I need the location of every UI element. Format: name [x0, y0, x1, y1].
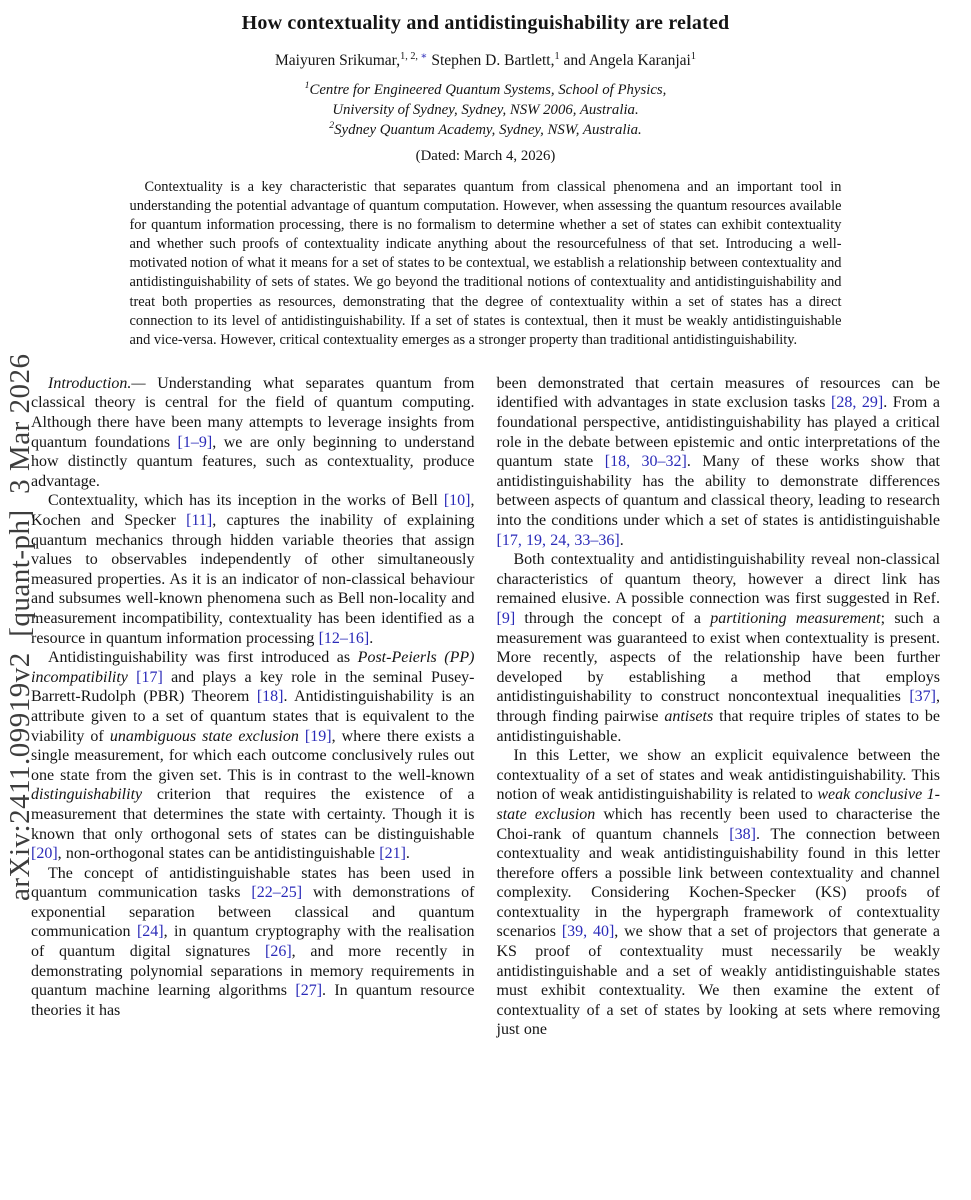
text-run: , captures the inability of explaining quantum mechanics through hidden variable theories that assign values to observables independently of other simultaneously measured properties. As it is an indicator of non-classical behaviour and subsumes well-known phenomena such as Bell non-locality and measurement incompatibility, contextuality has been identified as a resource in quantum information processing [31, 512, 475, 647]
text-run [128, 669, 136, 686]
affiliation-line [0, 80, 971, 100]
citation-link[interactable]: [24] [136, 923, 164, 941]
text-run: with demonstrations of exponential separation between classical and quantum communication [31, 884, 475, 941]
citation-link[interactable]: [18] [256, 688, 284, 706]
paragraph [497, 746, 941, 1040]
affiliations [0, 80, 971, 140]
paragraph [31, 374, 475, 492]
text-run: , through finding pairwise [496, 688, 940, 725]
text-run: . Many of these works show that antidistinguishability has the ability to demonstrate differences between aspects of quantum and classical theory, leading to research into the conditions under which a set of states is antidistinguishable [496, 453, 941, 529]
citation-link[interactable]: [10] [443, 492, 471, 510]
emphasis-text: unambiguous state exclusion [109, 727, 299, 745]
emphasis-text: weak conclusive 1-state exclusion [496, 786, 940, 823]
text-run: Stephen D. Bartlett, [427, 52, 555, 69]
text-run: , we show that a set of projectors that generate a KS proof of contextuality must necessarily be weakly antidistinguishable and a set of weakly antidistinguishable states must exhibit contextuality. We then examine the extent of contextuality of a set of states by looking at sets where removing just one [496, 923, 941, 1039]
author-line [0, 52, 971, 70]
arxiv-watermark: arXiv:2411.09919v2 [quant-ph] 3 Mar 2026 [4, 353, 36, 901]
paper-title: How contextuality and antidistinguishability are related [241, 12, 730, 34]
text-run: , where there exists a single measurement, for which each outcome conclusively rules out one state from the given set. This is in contrast to the well-known [31, 727, 475, 784]
citation-link[interactable]: [39, 40] [561, 923, 615, 941]
text-run: Centre for Engineered Quantum Systems, School of Physics, [309, 82, 667, 98]
citation-link[interactable]: [9] [496, 609, 516, 627]
text-run: . Antidistinguishability is an attribute given to a set of quantum states that is equivalent to the viability of [31, 688, 475, 745]
paragraph [497, 550, 941, 746]
citation-link[interactable]: [12–16] [318, 629, 370, 647]
citation-link[interactable]: [20] [31, 845, 58, 863]
text-run: criterion that requires the existence of a measurement that determines the state with certainty. Though it is known that only orthogonal sets of states can be distinguishable [31, 786, 475, 843]
citation-link[interactable]: [18, 30–32] [604, 453, 687, 471]
column-left [31, 374, 475, 1040]
citation-link[interactable]: [21] [379, 845, 406, 863]
paragraph [31, 648, 475, 864]
citation-link[interactable]: [17, 19, 24, 33–36] [496, 531, 620, 549]
text-run: . [619, 531, 624, 549]
text-run: Sydney Quantum Academy, Sydney, NSW, Australia. [334, 122, 642, 138]
paragraph [130, 178, 842, 350]
abstract [130, 178, 842, 350]
paragraph [31, 491, 475, 648]
body-columns [0, 374, 971, 1040]
text-run: , in quantum cryptography with the realisation of quantum digital signatures [31, 923, 475, 961]
text-run: In this Letter, we show an explicit equivalence between the contextuality of a set of states and weak antidistinguishability. This notion of weak antidistinguishability is related to [496, 747, 940, 804]
emphasis-text: partitioning measurement [710, 609, 881, 627]
column-right [497, 374, 941, 1040]
text-run: , Kochen and Specker [31, 492, 475, 529]
emphasis-text: Post-Peierls (PP) incompatibility [31, 649, 475, 686]
citation-link[interactable]: [1–9] [177, 433, 213, 451]
text-run: Both contextuality and antidistinguishability reveal non-classical characteristics of quantum theory, however a direct link has remained elusive. A possible connection was first suggested in Ref. [496, 551, 940, 608]
text-run: ; such a measurement was guaranteed to exist when contextuality is present. More recently, aspects of the relationship have been further developed by establishing a method that employs antidistinguishability to construct noncontextual inequalities [496, 609, 941, 706]
text-run: that require triples of states to be antidistinguishable. [496, 707, 940, 745]
text-run: Contextuality is a key characteristic that separates quantum from classical phenomena and an important tool in understanding the potential advantage of quantum computation. However, when assessing the quantum resources available for quantum information processing, there is no formalism to determine whether a set of states can exhibit contextuality and whether such proofs of contextuality indicate anything about the resourcefulness of that set. Introducing a well-motivated notion of what it means for a set of states to be contextual, we establish a relationship between contextuality and antidistinguishability of sets of states. We go beyond the traditional notions of contextuality and antidistinguishability and treat both properties as resources, demonstrating that the degree of contextuality within a set of states has a direct connection to its level of antidistinguishability. If a set of states is contextual, then it must be weakly antidistinguishable and vice-versa. However, critical contextuality emerges as a stronger property than traditional antidistinguishability. [129, 179, 842, 348]
citation-link[interactable]: [37] [909, 688, 936, 706]
citation-link[interactable]: [28, 29] [831, 394, 884, 412]
superscript: 1 [690, 50, 696, 62]
citation-link[interactable]: [26] [264, 943, 292, 961]
text-run: . In quantum resource theories it has [31, 982, 475, 1019]
emphasis-text: Introduction.— [48, 374, 146, 392]
text-run: through the concept of a [515, 609, 711, 627]
text-run: been demonstrated that certain measures of resources can be identified with advantages in state exclusion tasks [496, 374, 940, 412]
text-run: Understanding what separates quantum from classical theory is central for the field of quantum computing. Although there have been many attempts to leverage insights from quantum foundations [31, 374, 475, 451]
text-run: and Angela Karanjai [559, 52, 691, 69]
footnote-marker[interactable]: ∗ [420, 50, 428, 62]
emphasis-text: antisets [664, 707, 714, 725]
superscript: 1 [304, 80, 310, 92]
text-run: Maiyuren Srikumar, [275, 52, 401, 69]
text-run: . [369, 629, 374, 647]
text-run: . From a foundational perspective, antidistinguishability has played a critical role in the debate between epistemic and ontic interpretations of the quantum state [496, 394, 940, 471]
citation-link[interactable]: [19] [304, 727, 332, 745]
paragraph [31, 864, 475, 1021]
citation-link[interactable]: [11] [186, 512, 213, 529]
citation-link[interactable]: [22–25] [251, 884, 303, 902]
affiliation-line [0, 100, 971, 120]
text-run: The concept of antidistinguishable states has been used in quantum communication tasks [31, 864, 475, 902]
text-run: , we are only beginning to understand how distinctly quantum features, such as contextuality, produce advantage. [31, 433, 475, 490]
paper-header [0, 0, 971, 165]
text-run: . The connection between contextuality and weak antidistinguishability found in this letter therefore offers a possible link between contextuality and channel complexity. Considering Kochen-Specker (KS) proofs of contextuality in the hypergraph framework of contextuality scenarios [496, 825, 940, 941]
citation-link[interactable]: [17] [136, 668, 163, 686]
emphasis-text: distinguishability [31, 786, 143, 804]
text-run: Antidistinguishability was first introduced as [48, 649, 358, 667]
affiliation-line [0, 120, 971, 140]
date-line: (Dated: March 4, 2026) [415, 148, 556, 164]
paragraph [497, 374, 941, 550]
text-run: which has recently been used to characterise the Choi-rank of quantum channels [496, 805, 941, 843]
superscript: 1 [554, 50, 560, 62]
text-run: . [405, 845, 410, 863]
text-run: University of Sydney, Sydney, NSW 2006, Australia. [332, 102, 639, 118]
text-run: , and more recently in demonstrating polynomial separations in memory requirements in quantum machine learning algorithms [31, 943, 475, 1000]
superscript: 2 [329, 120, 335, 132]
citation-link[interactable]: [27] [295, 982, 323, 1000]
citation-link[interactable]: [38] [729, 825, 756, 843]
superscript: 1, 2, [400, 50, 421, 62]
text-run: and plays a key role in the seminal Pusey-Barrett-Rudolph (PBR) Theorem [31, 668, 475, 706]
text-run: Contextuality, which has its inception in the works of Bell [48, 492, 444, 510]
text-run: , non-orthogonal states can be antidistinguishable [57, 845, 380, 863]
